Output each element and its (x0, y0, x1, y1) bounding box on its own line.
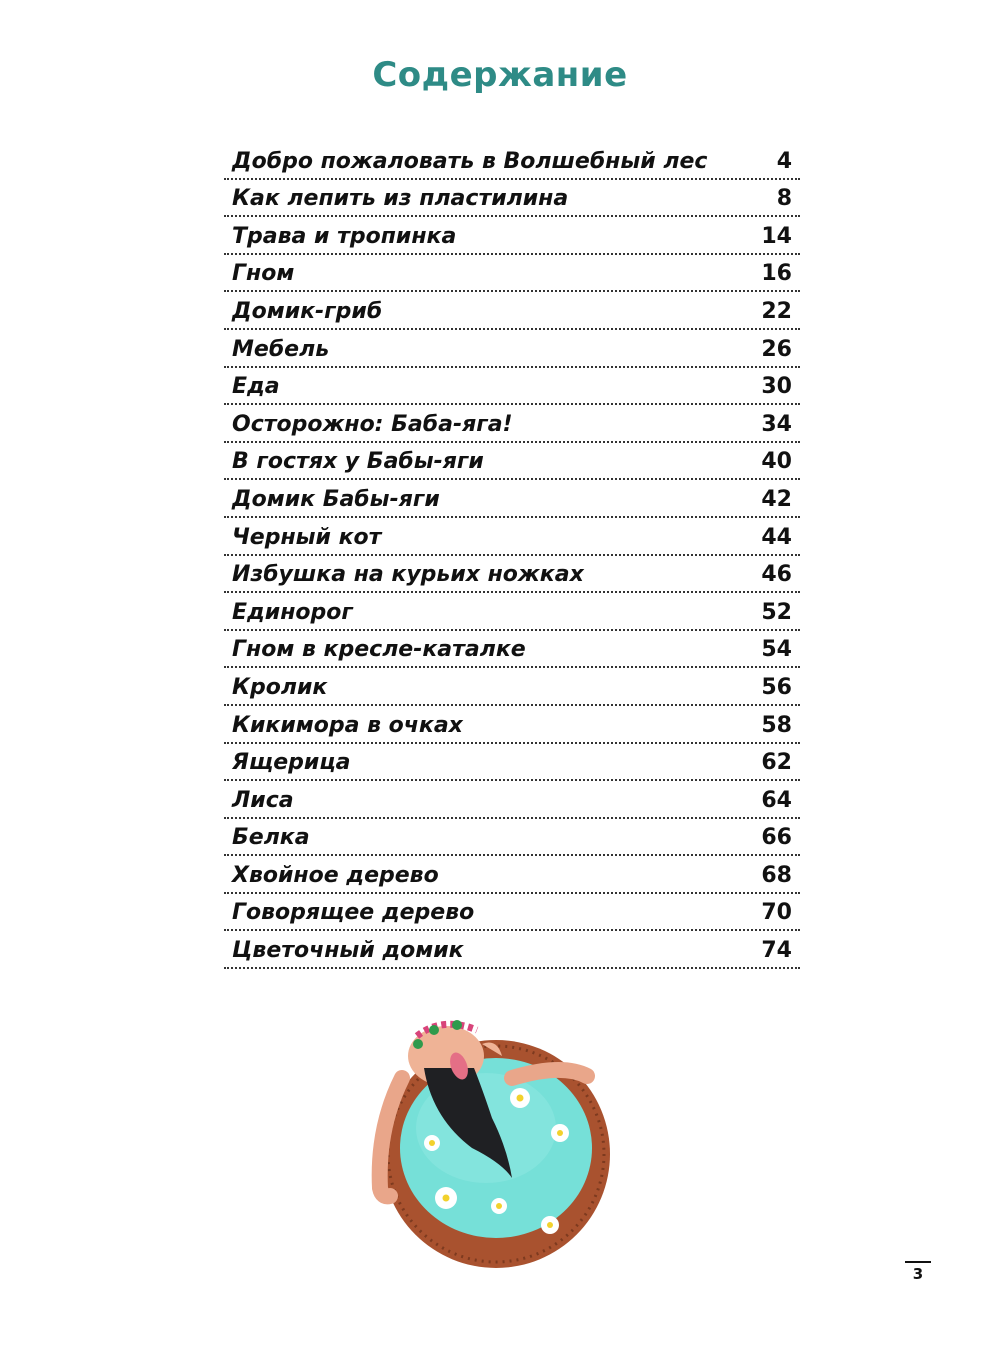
toc-entry[interactable] (224, 292, 800, 330)
page-title: Содержание (372, 55, 628, 95)
toc-entry[interactable] (224, 856, 800, 894)
toc-entry[interactable] (224, 368, 800, 406)
toc-entry[interactable] (224, 255, 800, 293)
toc-entry-title: Домик-гриб (232, 298, 383, 324)
toc-entry-title: Гном в кресле-каталке (232, 637, 526, 663)
toc-entry-title: Лиса (232, 787, 294, 813)
toc-entry-page: 4 (776, 148, 792, 174)
toc-entry-page: 40 (761, 449, 792, 475)
toc-entry-page: 52 (761, 599, 792, 625)
toc-entry-title: Ящерица (232, 750, 351, 776)
toc-entry[interactable] (224, 142, 800, 180)
toc-entry[interactable] (224, 781, 800, 819)
toc-entry-page: 14 (761, 223, 792, 249)
toc-entry-page: 30 (761, 374, 792, 400)
toc-entry-title: Белка (232, 825, 310, 851)
toc-entry-title: Еда (232, 374, 280, 400)
toc-entry-page: 68 (761, 862, 792, 888)
toc-entry-title: Мебель (232, 336, 330, 362)
toc-entry-page: 16 (761, 261, 792, 287)
toc-entry-title: Осторожно: Баба-яга! (232, 411, 513, 437)
toc-entry-title: Домик Бабы-яги (232, 486, 440, 512)
toc-entry-title: Трава и тропинка (232, 223, 457, 249)
toc-entry[interactable] (224, 819, 800, 857)
toc-entry-title: Единорог (232, 599, 353, 625)
page-number: 3 (912, 1265, 924, 1283)
toc-entry[interactable] (224, 556, 800, 594)
toc-entry-title: Цветочный домик (232, 938, 464, 964)
toc-entry[interactable] (224, 668, 800, 706)
toc-entry-title: Как лепить из пластилина (232, 186, 569, 212)
page-number-rule (905, 1261, 931, 1263)
toc-entry-title: Кролик (232, 674, 328, 700)
toc-entry-title: Добро пожаловать в Волшебный лес (232, 148, 708, 174)
gnome-in-tub-illustration (362, 1008, 624, 1270)
toc-entry[interactable] (224, 518, 800, 556)
toc-entry-page: 42 (761, 486, 792, 512)
toc-entry[interactable] (224, 631, 800, 669)
toc-entry-page: 54 (761, 637, 792, 663)
toc-entry-page: 26 (761, 336, 792, 362)
toc-entry-page: 34 (761, 411, 792, 437)
toc-entry-page: 46 (761, 562, 792, 588)
toc-entry-title: Хвойное дерево (232, 862, 439, 888)
toc-entry[interactable] (224, 706, 800, 744)
toc-entry-title: Гном (232, 261, 295, 287)
toc-entry[interactable] (224, 894, 800, 932)
toc-entry[interactable] (224, 931, 800, 969)
toc-entry[interactable] (224, 330, 800, 368)
toc-entry[interactable] (224, 593, 800, 631)
toc-entry-page: 8 (776, 186, 792, 212)
toc-entry-page: 64 (761, 787, 792, 813)
toc-entry-title: Черный кот (232, 524, 382, 550)
toc-entry-title: Кикимора в очках (232, 712, 463, 738)
toc-entry-page: 74 (761, 938, 792, 964)
toc-entry-page: 70 (761, 900, 792, 926)
toc-entry-page: 56 (761, 674, 792, 700)
toc-entry-title: Говорящее дерево (232, 900, 475, 926)
toc-entry-page: 58 (761, 712, 792, 738)
table-of-contents (224, 142, 800, 969)
toc-entry-title: В гостях у Бабы-яги (232, 449, 484, 475)
toc-entry-page: 66 (761, 825, 792, 851)
toc-entry[interactable] (224, 744, 800, 782)
toc-entry-page: 62 (761, 750, 792, 776)
toc-entry[interactable] (224, 180, 800, 218)
toc-entry-page: 22 (761, 298, 792, 324)
toc-entry[interactable] (224, 217, 800, 255)
toc-entry-page: 44 (761, 524, 792, 550)
toc-entry[interactable] (224, 443, 800, 481)
toc-entry[interactable] (224, 405, 800, 443)
toc-entry[interactable] (224, 480, 800, 518)
toc-entry-title: Избушка на курьих ножках (232, 562, 584, 588)
